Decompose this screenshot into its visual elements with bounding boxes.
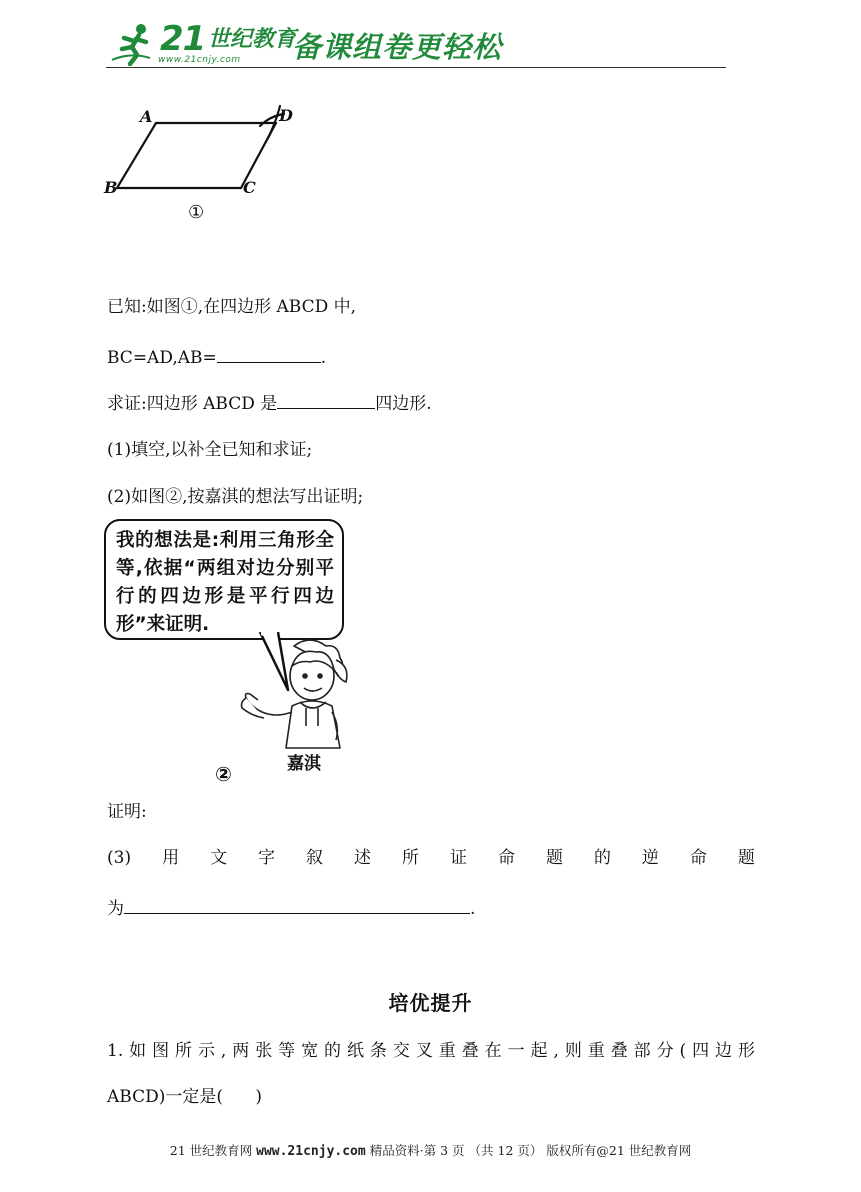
task-1: (1)填空,以补全已知和求证; <box>107 440 313 460</box>
prove-text-end: 四边形. <box>375 394 432 414</box>
figure-1-parallelogram <box>100 92 310 232</box>
task-3-word: (3) <box>107 848 132 868</box>
task-3-line-2 <box>107 895 475 921</box>
page-footer <box>0 1141 861 1159</box>
girl-name-label: 嘉淇 <box>287 754 321 774</box>
task-3-word: 字 <box>258 848 276 868</box>
header-slogan: 备课组卷更轻松 <box>292 30 503 64</box>
task-3-word: 文 <box>210 848 228 868</box>
task-3-word: 题 <box>737 848 755 868</box>
section-title: 培优提升 <box>388 991 473 1015</box>
speech-bubble <box>104 519 344 640</box>
ab-equals-blank[interactable] <box>217 344 321 363</box>
task-3-line-2-end: . <box>470 899 476 919</box>
task-3-line-1 <box>107 846 755 870</box>
task-2: (2)如图②,按嘉淇的想法写出证明; <box>107 487 364 507</box>
quadrilateral-type-blank[interactable] <box>277 390 375 409</box>
footer-page-info: 精品资料·第 3 页 （共 12 页） 版权所有@21 世纪教育网 <box>369 1143 692 1158</box>
task-3-word: 命 <box>689 848 707 868</box>
figure-1-caption: ① <box>188 202 205 223</box>
given-line-2-text: BC=AD,AB= <box>107 348 217 368</box>
question-1-line-1: 1.如图所示,两张等宽的纸条交叉重叠在一起,则重叠部分(四边形 <box>107 1041 755 1061</box>
task-3-word: 所 <box>402 848 419 868</box>
vertex-label-c: C <box>243 178 256 197</box>
brand-number: 21 <box>160 19 206 59</box>
task-3-word: 证 <box>449 848 467 868</box>
bubble-text: 我的想法是:利用三角形全等,依据“两组对边分别平行的四边形是平行四边形”来证明. <box>116 530 334 635</box>
footer-site-url[interactable]: www.21cnjy.com <box>256 1144 366 1159</box>
task-3-line-2-text: 为 <box>107 899 124 919</box>
task-3-word: 用 <box>162 848 180 868</box>
prove-text: 求证:四边形 ABCD 是 <box>107 394 278 414</box>
girl-illustration <box>236 636 356 766</box>
header-divider <box>106 67 726 68</box>
brand-name: 世纪教育 <box>208 27 297 52</box>
prove-line <box>107 390 432 416</box>
given-line-1: 已知:如图①,在四边形 ABCD 中, <box>107 297 357 317</box>
runner-logo-icon <box>110 22 158 66</box>
task-3-word: 叙 <box>306 848 324 868</box>
task-3-word: 命 <box>497 848 515 868</box>
given-line-2 <box>107 344 326 370</box>
converse-proposition-blank[interactable] <box>124 895 470 914</box>
figure-2-caption: ② <box>215 762 232 786</box>
task-3-word: 题 <box>545 848 563 868</box>
vertex-label-d: D <box>279 106 293 125</box>
task-3-word: 逆 <box>641 848 659 868</box>
vertex-label-a: A <box>140 107 153 126</box>
task-3-word: 述 <box>354 848 372 868</box>
brand-url[interactable]: www.21cnjy.com <box>158 55 241 65</box>
vertex-label-b: B <box>104 178 118 197</box>
proof-label: 证明: <box>107 802 147 822</box>
footer-site-name: 21 世纪教育网 <box>169 1143 253 1158</box>
given-line-2-end: . <box>320 348 327 368</box>
question-1-line-2: ABCD)一定是( ) <box>107 1087 263 1107</box>
task-3-word: 的 <box>593 848 611 868</box>
